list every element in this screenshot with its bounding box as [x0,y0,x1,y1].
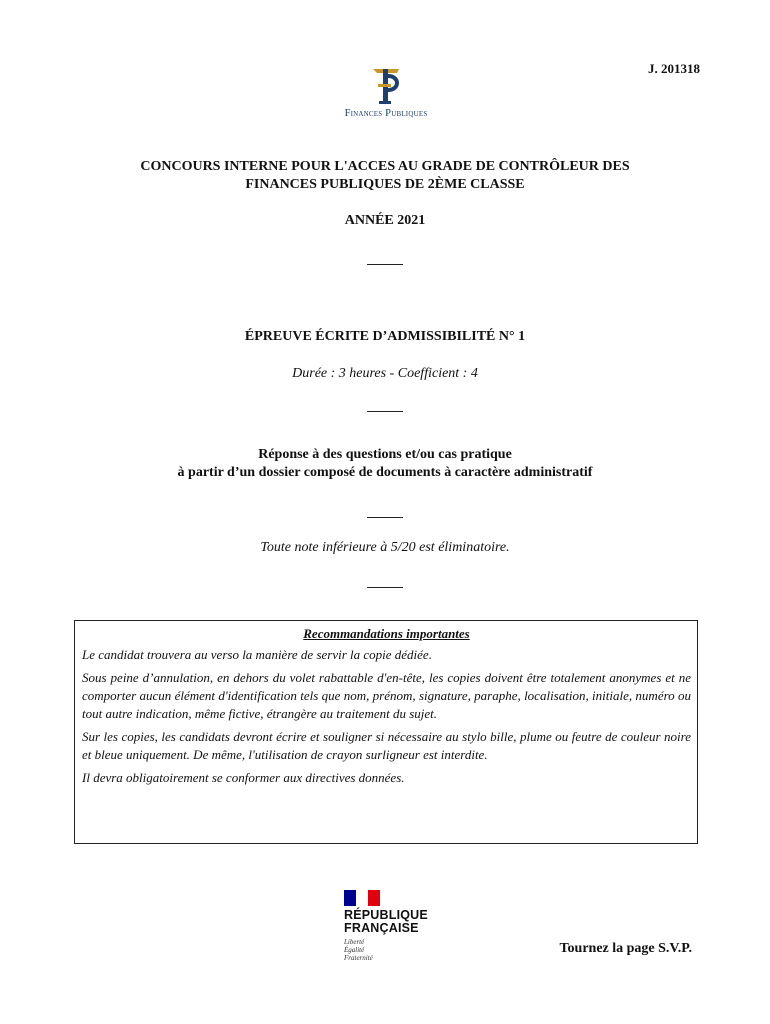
logo-text: Finances Publiques [344,108,428,119]
recommendation-paragraph: Le candidat trouvera au verso la manière de servir la copie dédiée. [82,647,432,662]
recommendations-box [74,620,698,844]
french-flag-icon [344,890,380,906]
turn-page-note: Tournez la page S.V.P. [559,941,692,956]
rf-motto [344,938,464,962]
separator [367,264,403,265]
exam-title-line-2: FINANCES PUBLIQUES DE 2ÈME CLASSE [245,177,525,192]
recommendation-paragraph: Sous peine d’annulation, en dehors du volet rabattable d'en-tête, les copies doivent être totalement anonymes et ne comporter aucun élément d'identification tels que nom, prénom, signature, paraphe, localisation, initiale, numéro ou tout autre indication, même fictive, étrangère au traitement du sujet. [82,670,691,721]
exam-name: ÉPREUVE ÉCRITE D’ADMISSIBILITÉ N° 1 [244,329,526,344]
recommendation-paragraph: Il devra obligatoirement se conformer aux directives données. [82,770,405,785]
exam-title [0,158,770,194]
recommendations-title: Recommandations importantes [303,626,470,641]
separator [367,587,403,588]
motto-fraternite: Fraternité [344,954,373,962]
document-reference: J. 201318 [648,61,700,76]
motto-egalite: Égalité [344,946,365,954]
exam-year: ANNÉE 2021 [344,213,426,228]
rf-name-line-2: FRANÇAISE [344,921,419,935]
finances-publiques-logo [318,64,454,119]
eliminatory-note: Toute note inférieure à 5/20 est éliminatoire. [260,540,510,555]
separator [367,411,403,412]
fp-monogram-icon [366,64,406,106]
republique-francaise-logo [344,890,464,962]
separator [367,517,403,518]
exam-subject-line-1: Réponse à des questions et/ou cas pratique [258,447,512,462]
rf-name [344,909,464,935]
exam-subject-line-2: à partir d’un dossier composé de documents à caractère administratif [177,465,593,480]
rf-name-line-1: RÉPUBLIQUE [344,908,428,922]
exam-title-line-1: CONCOURS INTERNE POUR L'ACCES AU GRADE DE CONTRÔLEUR DES [140,159,630,174]
recommendation-paragraph: Sur les copies, les candidats devront écrire et souligner si nécessaire au stylo bille, plume ou feutre de couleur noire et bleue uniquement. De même, l'utilisation de crayon surligneur est interdite. [82,729,691,762]
motto-liberte: Liberté [344,938,365,946]
exam-duration: Durée : 3 heures - Coefficient : 4 [292,366,478,381]
exam-subject [0,446,770,482]
